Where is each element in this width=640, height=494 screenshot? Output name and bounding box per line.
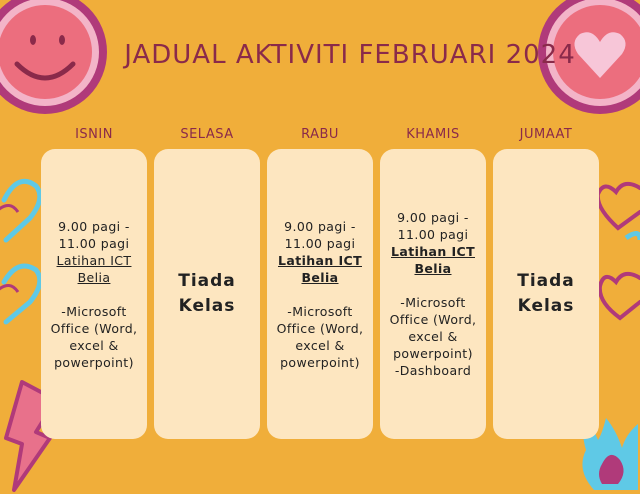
time-start: 9.00 pagi - [284, 218, 356, 234]
detail-line: Office (Word, [276, 320, 364, 336]
schedule-card-khamis [380, 149, 486, 439]
schedule-card-isnin [41, 149, 147, 439]
program-title: Latihan ICT [391, 244, 475, 259]
day-label-rabu: RABU [301, 127, 339, 142]
time-start: 9.00 pagi - [58, 218, 130, 234]
schedule-card-selasa [154, 149, 260, 439]
time-start: 9.00 pagi - [397, 210, 469, 225]
detail-line: powerpoint) [393, 346, 473, 361]
heart-outline-icon [0, 170, 46, 340]
detail-line: excel & [295, 337, 345, 353]
detail-line: -Microsoft [400, 295, 466, 310]
schedule-card-jumaat [493, 149, 599, 439]
detail-line: -Dashboard [394, 363, 472, 378]
no-class-label: Tiada [517, 271, 575, 291]
program-title: Latihan ICT [278, 252, 362, 268]
day-label-isnin: ISNIN [75, 127, 113, 142]
detail-line: excel & [69, 337, 119, 353]
detail-line: excel & [408, 329, 458, 344]
program-title-cont: Belia [77, 269, 111, 285]
detail-line: Office (Word, [50, 320, 138, 336]
time-end: 11.00 pagi [397, 227, 469, 242]
program-title-cont: Belia [414, 261, 452, 276]
detail-line: powerpoint) [280, 354, 360, 370]
no-class-label-cont: Kelas [517, 296, 575, 316]
day-label-jumaat: JUMAAT [519, 127, 573, 142]
schedule-card-rabu [267, 149, 373, 439]
day-label-khamis: KHAMIS [406, 127, 460, 142]
detail-line: powerpoint) [54, 354, 134, 370]
detail-line: Office (Word, [389, 312, 477, 327]
no-class-label: Tiada [178, 271, 236, 291]
program-title: Latihan ICT [56, 252, 132, 268]
time-end: 11.00 pagi [58, 235, 130, 251]
no-class-label-cont: Kelas [178, 296, 236, 316]
page-title: JADUAL AKTIVITI FEBRUARI 2024 [124, 40, 576, 70]
day-label-selasa: SELASA [180, 127, 234, 142]
heart-outline-icon [596, 178, 640, 348]
detail-line: -Microsoft [287, 303, 353, 319]
program-title-cont: Belia [301, 269, 339, 285]
time-end: 11.00 pagi [284, 235, 356, 251]
detail-line: -Microsoft [61, 303, 127, 319]
